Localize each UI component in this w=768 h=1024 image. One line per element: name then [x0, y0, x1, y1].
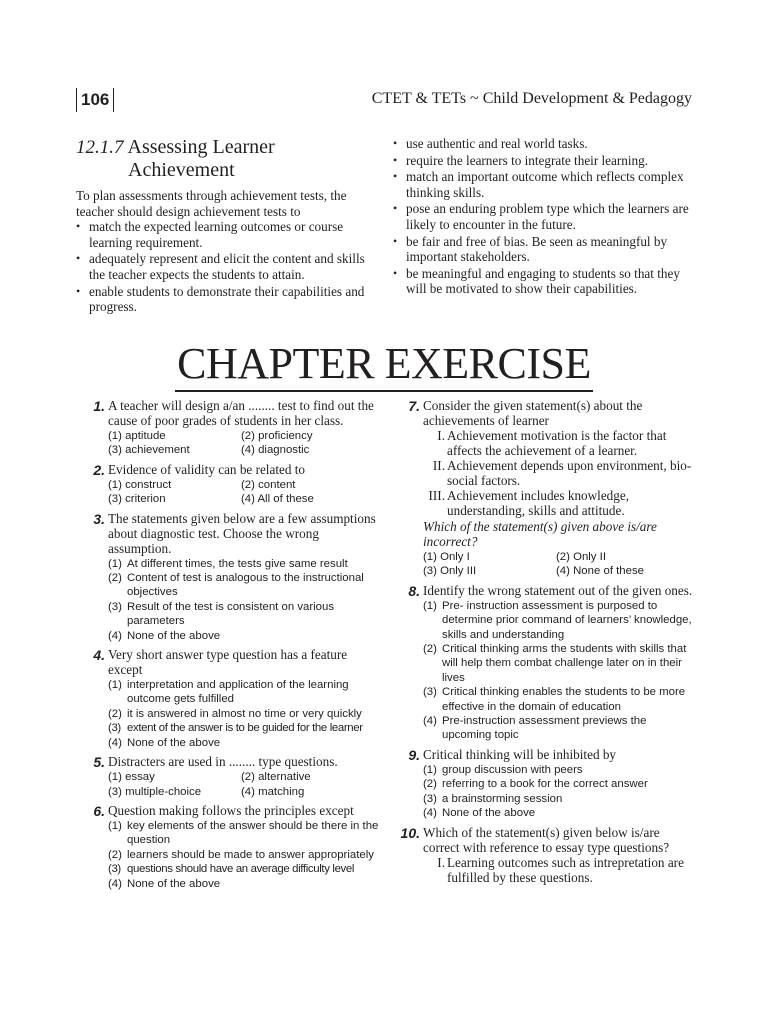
- list-item: • match the expected learning outcomes or course learning requirement.: [76, 219, 344, 250]
- option: (4) Pre-instruction assessment previews the upcoming topic: [423, 715, 647, 742]
- option: (4) None of the above: [108, 877, 221, 890]
- option: (4) All of these: [241, 493, 314, 506]
- option: (4) diagnostic: [241, 444, 310, 457]
- option: (2) alternative: [241, 771, 311, 784]
- question-6: [80, 803, 380, 891]
- option: (1) aptitude: [108, 430, 166, 442]
- option: (2) proficiency: [241, 430, 313, 442]
- question-text: Very short answer type question has a feature except: [108, 647, 348, 678]
- option: (4) matching: [241, 785, 305, 798]
- list-item: • use authentic and real world tasks.: [393, 136, 588, 151]
- option: (2) Only II: [556, 551, 607, 563]
- section-number: 12.1.7: [76, 137, 124, 158]
- section-right-column: [393, 136, 693, 298]
- section-left-column: [76, 136, 374, 316]
- options-grid: [108, 429, 380, 458]
- chapter-title: CHAPTER EXERCISE: [175, 338, 593, 392]
- option: (3) criterion: [108, 493, 166, 506]
- list-item: • be meaningful and engaging to students so that they will be motivated to show their capabilities.: [393, 265, 680, 297]
- option: (3) extent of the answer is to be guided for the learner: [108, 722, 363, 735]
- list-item: • be fair and free of bias. Be seen as meaningful by important stakeholders.: [393, 233, 668, 265]
- section-heading: [76, 136, 374, 182]
- questions-left-column: [80, 398, 380, 895]
- question-7: [395, 398, 695, 579]
- section-title-line1: Assessing Learner: [127, 136, 275, 158]
- option: (4) None of the above: [108, 629, 221, 642]
- list-item: • match an important outcome which reflects complex thinking skills.: [393, 169, 684, 200]
- question-4: [80, 647, 380, 750]
- option: (2) referring to a book for the correct answer: [423, 778, 648, 791]
- list-item: • adequately represent and elicit the content and skills the teacher expects the students to attain.: [76, 251, 365, 282]
- question-3: [80, 511, 380, 643]
- question-2: [80, 462, 380, 507]
- option: (1) group discussion with peers: [423, 763, 583, 776]
- option: (2) Critical thinking arms the students with skills that will help them combat challenge later on in their lives: [423, 643, 687, 684]
- question-9: [395, 747, 695, 821]
- right-bullet-list: [393, 136, 693, 297]
- option: (3) questions should have an average difficulty level: [108, 863, 355, 876]
- option: (3) achievement: [108, 444, 190, 457]
- option: (1) Only I: [423, 551, 470, 563]
- options-list: [108, 557, 380, 643]
- option: (1) interpretation and application of the learning outcome gets fulfilled: [108, 679, 349, 706]
- option: (2) content: [241, 478, 296, 491]
- question-number: 6.: [93, 802, 105, 819]
- question-8: [395, 583, 695, 743]
- option: (1) Pre- instruction assessment is purposed to determine prior command of learners’ knowledge, skills and understanding: [423, 599, 692, 641]
- page-number-box: [76, 88, 114, 112]
- options-list: [423, 599, 695, 743]
- question-text: Evidence of validity can be related to: [108, 461, 305, 477]
- list-item: • enable students to demonstrate their capabilities and progress.: [76, 283, 365, 315]
- options-grid: [108, 770, 380, 799]
- option: (3) Only III: [423, 565, 477, 578]
- question-text: Question making follows the principles except: [108, 802, 354, 818]
- option: (1) At different times, the tests give same result: [108, 557, 348, 570]
- option: (1) key elements of the answer should be there in the question: [108, 819, 379, 847]
- question-text: Distracters are used in ........ type questions.: [108, 754, 338, 770]
- running-head: CTET & TETs ~ Child Development & Pedagogy: [371, 90, 692, 107]
- left-bullet-list: [76, 219, 374, 315]
- option: (1) essay: [108, 771, 155, 784]
- section-title-line2: Achievement: [128, 159, 235, 181]
- section-intro: To plan assessments through achievement tests, the teacher should design achievement tests to: [76, 188, 347, 219]
- option: (4) None of these: [556, 565, 645, 578]
- question-number: 10.: [400, 824, 420, 841]
- option: (3) Result of the test is consistent on various parameters: [108, 600, 335, 628]
- statement: I. Achievement motivation is the factor that affects the achievement of a learner.: [437, 428, 667, 458]
- question-number: 3.: [93, 510, 105, 527]
- option: (2) learners should be made to answer appropriately: [108, 848, 374, 861]
- question-text: Which of the statement(s) given below is/are correct with reference to essay type questions?: [423, 824, 670, 855]
- question-1: [80, 398, 380, 458]
- questions-right-column: [395, 398, 695, 889]
- options-grid: [108, 478, 380, 507]
- option: (4) None of the above: [423, 807, 536, 820]
- question-number: 5.: [93, 754, 105, 771]
- page-number: 106: [81, 90, 110, 109]
- option: (1) construct: [108, 478, 172, 491]
- option: (4) None of the above: [108, 736, 221, 749]
- question-number: 8.: [408, 582, 420, 599]
- question-text: Critical thinking will be inhibited by: [423, 746, 617, 762]
- options-grid: [423, 550, 695, 579]
- chapter-heading: [0, 338, 768, 392]
- question-number: 4.: [93, 647, 105, 664]
- question-text: A teacher will design a/an ........ test to find out the cause of poor grades of students in her class.: [108, 398, 374, 428]
- statement-list: [423, 428, 695, 518]
- options-list: [108, 678, 380, 750]
- option: (3) a brainstorming session: [423, 792, 563, 805]
- option: (2) it is answered in almost no time or very quickly: [108, 707, 362, 720]
- statement: II. Achievement depends upon environment, bio-social factors.: [432, 458, 692, 488]
- question-10: [395, 825, 695, 885]
- question-number: 7.: [408, 398, 420, 414]
- option: (3) multiple-choice: [108, 785, 202, 798]
- question-text: The statements given below are a few assumptions about diagnostic test. Choose the wrong assumption.: [108, 510, 376, 556]
- question-text: Identify the wrong statement out of the given ones.: [423, 582, 693, 598]
- option: (2) Content of test is analogous to the instructional objectives: [108, 572, 364, 599]
- question-prompt: Which of the statement(s) given above is/are incorrect?: [423, 519, 657, 549]
- question-number: 1.: [93, 398, 105, 414]
- option: (3) Critical thinking enables the students to be more effective in the domain of education: [423, 686, 686, 713]
- question-number: 9.: [408, 746, 420, 763]
- statement-list: [423, 855, 695, 885]
- list-item: • pose an enduring problem type which the learners are likely to encounter in the future.: [393, 201, 689, 232]
- statement: III. Achievement includes knowledge, understanding, skills and attitude.: [428, 488, 630, 518]
- question-number: 2.: [93, 461, 105, 478]
- list-item: • require the learners to integrate their learning.: [393, 152, 649, 168]
- question-5: [80, 754, 380, 799]
- options-list: [108, 819, 380, 891]
- question-text: Consider the given statement(s) about the achievements of learner: [423, 398, 643, 428]
- options-list: [423, 763, 695, 821]
- statement: I. Learning outcomes such as intrepretation are fulfilled by these questions.: [437, 854, 684, 885]
